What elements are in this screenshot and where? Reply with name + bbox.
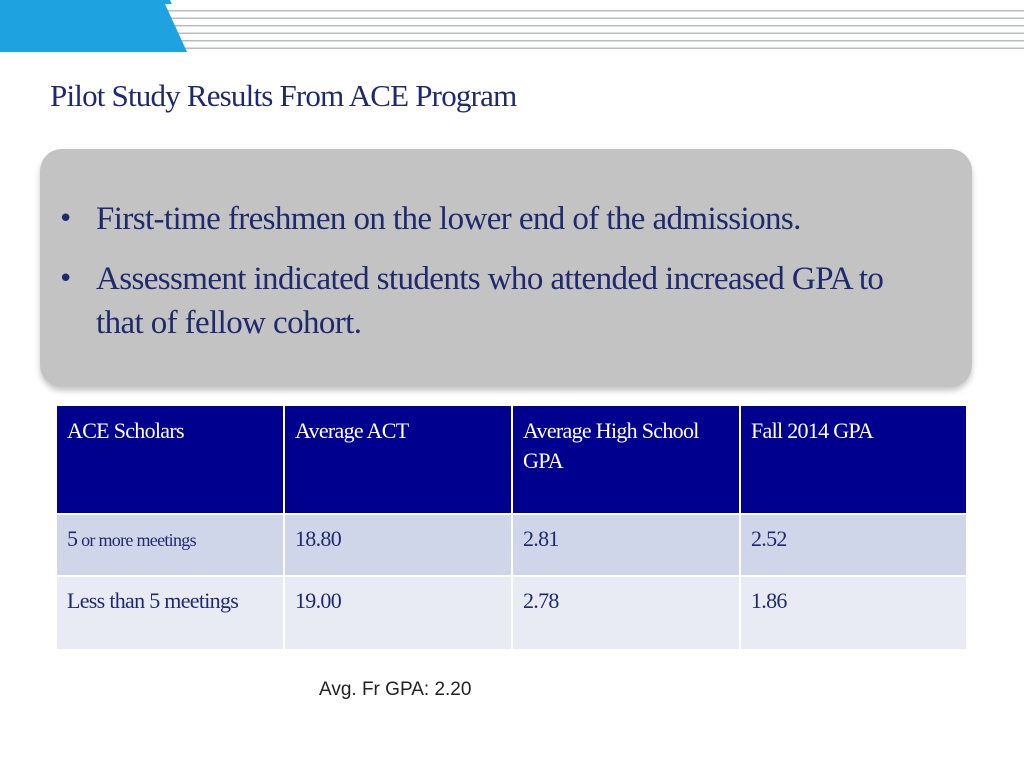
table-row [56, 514, 967, 576]
table-cell-act: 19.00 [284, 576, 512, 650]
table-cell-act: 18.80 [284, 514, 512, 576]
table-cell-fall-gpa: 1.86 [740, 576, 967, 650]
bullet-text: First-time freshmen on the lower end of the admissions. [96, 201, 801, 237]
header-decorative-lines [165, 4, 1024, 52]
group-label-lead: 5 [67, 526, 78, 551]
results-table [55, 404, 968, 651]
bullet-list [58, 197, 938, 361]
table-cell-group [56, 514, 284, 576]
bullet-point-icon: • [58, 204, 73, 234]
column-header-act: Average ACT [284, 405, 512, 514]
footnote-avg-gpa: Avg. Fr GPA: 2.20 [319, 679, 472, 700]
table-row [56, 576, 967, 650]
header-accent-bar [0, 0, 194, 52]
table-header-row [56, 405, 967, 514]
bullet-point-icon: • [58, 264, 73, 294]
table-cell-fall-gpa: 2.52 [740, 514, 967, 576]
table-cell-hs-gpa: 2.81 [512, 514, 740, 576]
group-label-lead: Less than 5 meetings [67, 588, 239, 613]
column-header-hs-gpa: Average High School GPA [512, 405, 740, 514]
bullet-item [58, 257, 938, 345]
slide-title: Pilot Study Results From ACE Program [50, 78, 517, 113]
table-cell-hs-gpa: 2.78 [512, 576, 740, 650]
table-cell-group [56, 576, 284, 650]
bullet-text: Assessment indicated students who attended increased GPA to that of fellow cohort. [96, 261, 884, 341]
column-header-scholars: ACE Scholars [56, 405, 284, 514]
bullet-item [58, 197, 938, 241]
bullet-panel [40, 149, 972, 387]
group-label-rest: or more meetings [77, 530, 196, 550]
column-header-fall-gpa: Fall 2014 GPA [740, 405, 967, 514]
